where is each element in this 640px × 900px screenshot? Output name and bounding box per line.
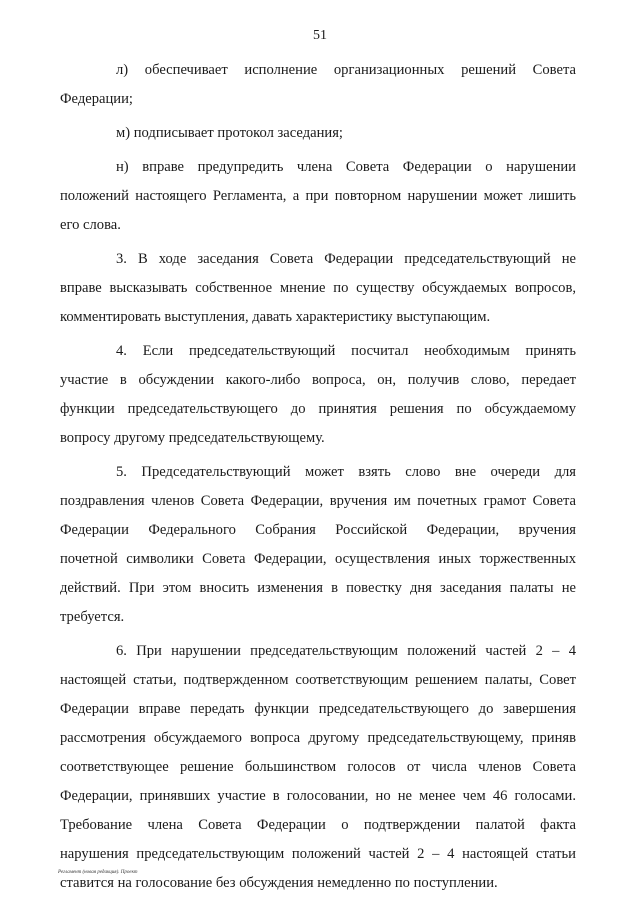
document-body bbox=[60, 56, 576, 898]
paragraph-n bbox=[60, 153, 576, 240]
text-line: нарушения председательствующим положений частей 2 – 4 настоящей статьи bbox=[60, 846, 576, 862]
footer-note: Регламент (новая редакция). Проект bbox=[58, 870, 138, 875]
text-line: участие в обсуждении какого-либо вопроса, он, получив слово, передает bbox=[60, 372, 576, 388]
text-line: ставится на голосование без обсуждения немедленно по поступлении. bbox=[60, 875, 498, 891]
paragraph-p4 bbox=[60, 337, 576, 453]
text-line: его слова. bbox=[60, 217, 121, 233]
paragraph-p6 bbox=[60, 637, 576, 898]
text-line: рассмотрения обсуждаемого вопроса другому председательствующему, приняв bbox=[60, 730, 576, 746]
text-line: соответствующее решение большинством голосов от числа членов Совета bbox=[60, 759, 576, 775]
text-line: 5. Председательствующий может взять слово вне очереди для bbox=[116, 464, 576, 480]
text-line: положений настоящего Регламента, а при повторном нарушении может лишить bbox=[60, 188, 576, 204]
text-line: вопросу другому председательствующему. bbox=[60, 430, 325, 446]
text-line: 6. При нарушении председательствующим положений частей 2 – 4 bbox=[116, 643, 576, 659]
paragraph-p5 bbox=[60, 458, 576, 632]
paragraph-m bbox=[60, 119, 576, 148]
text-line: Федерации, принявших участие в голосовании, но не менее чем 46 голосами. bbox=[60, 788, 576, 804]
text-line: почетной символики Совета Федерации, осуществления иных торжественных bbox=[60, 551, 576, 567]
text-line: 4. Если председательствующий посчитал необходимым принять bbox=[116, 343, 576, 359]
text-line: 3. В ходе заседания Совета Федерации председательствующий не bbox=[116, 251, 576, 267]
text-line: действий. При этом вносить изменения в повестку дня заседания палаты не bbox=[60, 580, 576, 596]
text-line: вправе высказывать собственное мнение по существу обсуждаемых вопросов, bbox=[60, 280, 576, 296]
text-line: Федерации Федерального Собрания Российской Федерации, вручения bbox=[60, 522, 576, 538]
text-line: комментировать выступления, давать характеристику выступающим. bbox=[60, 309, 491, 325]
text-line: м) подписывает протокол заседания; bbox=[116, 125, 343, 141]
paragraph-p3 bbox=[60, 245, 576, 332]
text-line: л) обеспечивает исполнение организационных решений Совета bbox=[116, 62, 576, 78]
page-number: 51 bbox=[313, 28, 327, 43]
text-line: Требование члена Совета Федерации о подтверждении палатой факта bbox=[60, 817, 576, 833]
text-line: н) вправе предупредить члена Совета Федерации о нарушении bbox=[116, 159, 576, 175]
text-line: поздравления членов Совета Федерации, вручения им почетных грамот Совета bbox=[60, 493, 576, 509]
paragraph-l bbox=[60, 56, 576, 114]
text-line: Федерации; bbox=[60, 91, 133, 107]
text-line: настоящей статьи, подтвержденном соответствующим решением палаты, Совет bbox=[60, 672, 576, 688]
text-line: требуется. bbox=[60, 609, 125, 625]
text-line: Федерации вправе передать функции председательствующего до завершения bbox=[60, 701, 576, 717]
text-line: функции председательствующего до принятия решения по обсуждаемому bbox=[60, 401, 576, 417]
